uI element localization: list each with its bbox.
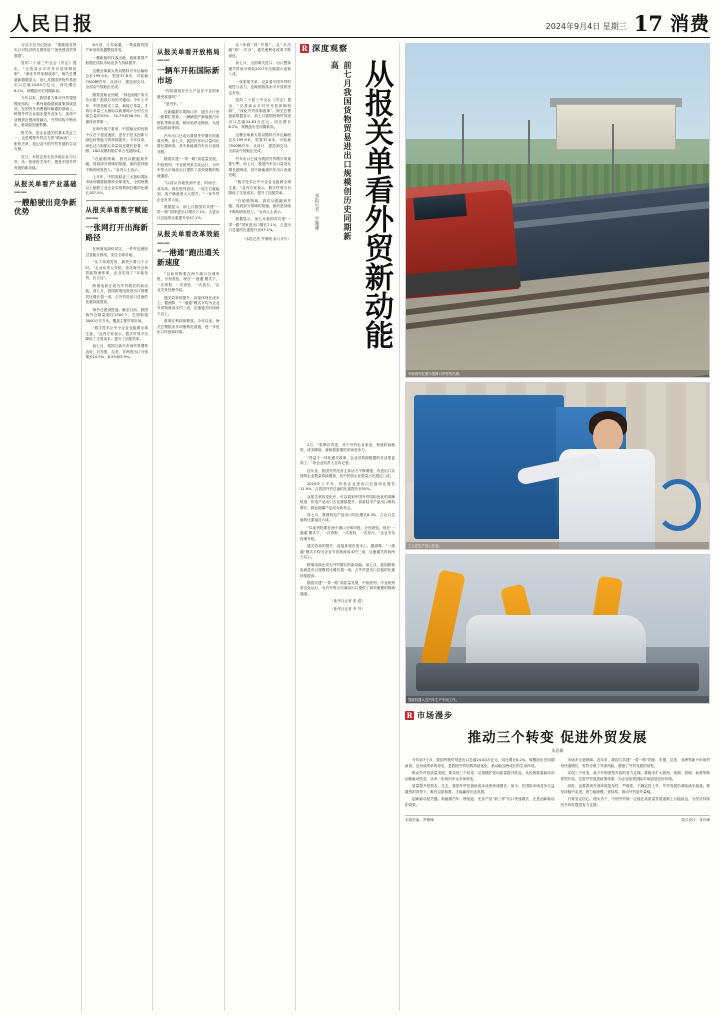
- layout-credit: 版式设计：张丹峰: [681, 817, 710, 822]
- paragraph: 近日，本报记者走访多地企业与口岸，从一张张报关单中，感受中国外贸发展的新动能。: [14, 154, 77, 170]
- headline-block: [296, 43, 400, 1011]
- photo-caption: 工人在生产线上作业。: [406, 542, 709, 549]
- paragraph: “数字技术让中小企业也能做全球生意。”业内专家表示，数字贸易平台降低了交易成本，提升了匹配效率。: [228, 180, 291, 196]
- paragraph: 汽车出口已成为我国外贸增长的重要引擎。前七月，我国汽车出口量同比增长超两成，其中新能源汽车出口表现亮眼。: [228, 156, 291, 177]
- paragraph: 党的二十届三中全会《决定》提出，“完善高水平对外开放体制机制”，“深化外贸体制改革”。海关总署最新数据显示，前七月我国货物贸易进出口总值24.83万亿元，同比增长6.2%，规模创历史同期新高。: [228, 98, 291, 130]
- page-number: 17: [633, 11, 663, 36]
- paragraph: 习近平总书记指出：“要继续发挥出口对经济的支撑作用”“加快建设贸易强国”。: [14, 43, 77, 58]
- photo-caption: 中欧班列在霍尔果斯口岸等待出境。: [406, 370, 709, 377]
- tag-label: 深度观察: [312, 43, 348, 53]
- paragraph: “以前货物要在两个港口分别申报、分别查验，现在‘一港通’模式下，一次申报、一次查验、一次放行。”企业关务经理介绍。: [300, 525, 395, 541]
- column-1: [10, 43, 82, 1011]
- paragraph: 今年以来，我国着力推动外贸提规模优结构，一系列促稳提质政策持续显效，在国内外消费循环畅通的基础上，跨国外贸企业稳步提升竞争力，加快产业链供应链深度融合，外贸结构不断优化，新动能加速集聚。: [14, 96, 77, 128]
- paragraph: 海外仓建设提速。截至目前，我国海外仓数量超过2500个，总面积超3000万平方米，覆盖主要贸易市场。: [85, 307, 148, 323]
- page-body: [10, 43, 710, 1011]
- paragraph: 2024年上半年，民营企业进出口总值同比增长11.9%，占我国外贸总值的比重提升至55%。: [300, 481, 395, 492]
- editor-credit: 本版责编：罗珊珊: [405, 817, 434, 822]
- paragraph: 随着造船业回暖，“绿色船舶”成为各大船厂抢抓订单的关键词。今年上半年，中国造船完工量、新接订单量、手持订单量三大指标以载重吨计分别占全球总量的55%、74.7%和56.9%，均保持世界第一。: [85, 92, 148, 124]
- commentary-tag-label: 市场漫步: [417, 710, 453, 720]
- train-photo: [405, 43, 710, 378]
- coiled-cable: [655, 479, 701, 531]
- conveyor-base: [416, 663, 699, 691]
- column-3: [153, 43, 225, 1011]
- worker-head: [593, 419, 623, 453]
- paragraph: 从报关单的变化中，可以看到中国外贸结构优化的清晰轨迹：机电产品出口占比继续提升，高新技术产品出口保持增长，绿色低碳产品成为新亮点。: [300, 494, 395, 510]
- paragraph: 这艘全球最大的双燃料汽车运输船总长199.9米，型宽37.6米，可装载7000辆汽车。从设计、建造到交付，全部由中国船企完成。: [85, 68, 148, 90]
- divider: [86, 200, 149, 201]
- paragraph: 前七月，我国机电产品出口同比增长8.3%，占出口总值的比重接近六成。: [300, 512, 395, 523]
- section-title-3: 一张网打开出海新路径: [85, 223, 148, 243]
- section-kicker-3: 从报关单看数字赋能——: [85, 205, 148, 223]
- photo-caption: 智能机器人在汽车生产车间工作。: [406, 696, 709, 703]
- masthead: [10, 8, 710, 38]
- r-badge-icon: R: [301, 44, 308, 53]
- paragraph: 8月初，江苏南通，一集装箱的国产家用机电器整装待发。: [85, 43, 148, 53]
- divider: [14, 174, 77, 175]
- article-credits-mid2: （新华社记者 李 穹）: [330, 606, 365, 611]
- page-footer: [405, 815, 710, 823]
- paragraph: 创新驱动是关键。新能源汽车、锂电池、光伏产品“新三样”出口快速增长，正是创新驱动的成果。: [405, 797, 555, 807]
- paragraph: “你知道现在什么产品在中亚国家最受欢迎吗？”: [157, 89, 220, 99]
- paragraph: 随着共建“一带一路”高质量发展，中欧班列、中亚班列常态化运行，为汽车等大宗商品出口提供了高效便捷的物流通道。: [157, 157, 220, 178]
- paragraph: 数据显示，前七月我国对共建“一带一路”国家进出口增长7.1%，占进出口总值的比重提升至47.1%。: [228, 217, 291, 233]
- station-building: [556, 104, 676, 150]
- r-badge-icon: R: [406, 711, 413, 720]
- paragraph: 数据显示，前七月我国对共建“一带一路”国家进出口增长7.1%，占进出口总值的比重提升至47.1%。: [157, 204, 220, 220]
- car-body: [466, 615, 646, 669]
- deep-observation-tag: [300, 43, 395, 54]
- paragraph: 推动外贸高质量发展，要实现三个转变：从规模扩张向质量提升转变，从传统要素驱动向创新驱动转变，从单一市场向多元市场转变。: [405, 771, 555, 781]
- paragraph: “在船舶领域，我们从跟跑到并跑，再到部分领域的领跑，靠的是持续不断的研发投入。”业内人士表示。: [228, 198, 291, 214]
- paragraph: 改革红利持续释放。今年以来，海关总署推出多项便利化措施，进一步优化口岸营商环境。: [157, 319, 220, 335]
- page-title: 从报关单看外贸新动能: [361, 59, 395, 349]
- paragraph: 市场多元是保障。近年来，我国与共建“一带一路”国家、东盟、拉美、非洲等新兴市场贸易快速增长，有效分散了外部风险，增强了外贸发展的韧性。: [560, 758, 710, 768]
- section-title-4: “一港通”跑出通关新速度: [157, 248, 220, 267]
- paragraph: 报关单，是企业通关的基本凭证之一，也是观察外贸活力的“晴雨表”。一张张关单，是记录中国外贸发展的生动写照。: [14, 130, 77, 152]
- paragraph: 在海外客户看来，中国船企的优势不仅在于建造速度，更在于技术创新与绿色转型能力的持续提升。今年以来，绿色动力船舶订单量同比增长显著，甲醇、LNG双燃料船订单占比超四成。: [85, 127, 148, 154]
- section-kicker-1: 从报关单看产业基础——: [14, 179, 77, 197]
- paragraph: 今年前7个月，我国货物贸易进出口总值24.83万亿元，同比增长6.2%，规模创历史同期新高。这份成绩单的背后，是我国外贸结构持续优化、新动能加快成长的生动体现。: [405, 758, 555, 768]
- paragraph: 同时，也要看到外部环境复杂性、严峻性、不确定性上升，外贸发展仍面临诸多挑战。要坚持稳中求进，着力稳规模、优结构，推动外贸质升量稳。: [560, 784, 710, 794]
- paragraph: 通关效率的提升，直接体现在成本上。据测算，“一港通”模式平均为企业节省物流成本约三成，压缩通关时间两天以上。: [300, 544, 395, 560]
- media-column: [400, 43, 710, 1011]
- paragraph: 近年来，我国外贸经营主体活力不断增强，有进出口实绩的企业数量持续增加，其中民营企业数量占比超过八成。: [300, 468, 395, 479]
- article-subhead: 前七月我国货物贸易进出口规模创历史同期新高: [330, 61, 352, 241]
- paragraph: 跨境电商正成为外贸增长的新动能。前七月，我国跨境电商进出口规模同比增长超一成，占外贸进出口总值的比重持续提高。: [300, 562, 395, 578]
- paragraph: 随着共建“一带一路”高质量发展，中欧班列、中亚班列常态化运行，为汽车等大宗商品出口提供了高效便捷的物流通道。: [300, 580, 395, 596]
- column-4: [225, 43, 297, 1011]
- section-kicker-2: 从报关单看开放格局——: [157, 48, 220, 65]
- paragraph: 在新疆霍尔果斯口岸，通关大厅里一派繁忙景象。一辆辆国产新能源汽车排队等候出境，驶向哈萨克斯坦、乌兹别克斯坦等国。: [157, 109, 220, 131]
- locomotive-window: [413, 194, 467, 220]
- paragraph: 一张张报关单，记录着中国外贸的韧性与活力，也映照着高水平开放的坚定步伐。: [228, 79, 291, 95]
- paragraph: “数字技术让中小企业也能做全球生意。”业内专家表示，数字贸易平台降低了交易成本，提升了匹配效率。: [85, 326, 148, 341]
- paragraph: 通关效率的提升，直接体现在成本上。据测算，“一港通”模式平均为企业节省物流成本约三成，压缩通关时间两天以上。: [157, 295, 220, 316]
- paragraph: “得益于一体化通关改革，企业对资源配置的灵活度更高了。”该企业负责人告诉记者。: [300, 455, 395, 466]
- paragraph: 汽车出口已成为我国外贸增长的重要引擎。前七月，我国汽车出口量同比增长超两成，其中新能源汽车出口表现亮眼。: [157, 133, 220, 154]
- commentary-title: 推动三个转变 促进外贸发展: [467, 730, 648, 746]
- section-title-2: 一辆车开拓国际新市场: [157, 65, 220, 85]
- section-name: 消费: [669, 13, 710, 35]
- commentary-columns: [405, 758, 710, 811]
- paragraph: “是汽车。”: [164, 102, 183, 107]
- paragraph: 一艘新船的代客出港，意味着国产船舶在国际市场竞争力持续提升。: [85, 55, 148, 66]
- paragraph: 实现三个转变，离不开制度型开放的有力支撑。要稳步扩大规则、规制、管理、标准等制度型开放，完善外贸促进政策体系，为企业拓展国际市场创造良好环境。: [560, 771, 710, 781]
- paragraph: 党的二十届三中全会《决定》提出，“完善高水平对外开放体制机制”，“深化外贸体制改革”。海关总署最新数据显示，前七月我国货物贸易进出口总值24.83万亿元，同比增长6.2%，规模创历史同期新高。: [14, 61, 77, 93]
- worker-photo: [405, 382, 710, 550]
- paragraph: 2万，“张辉自责述，对于外贸企业来说，物流时间缩短、成本降低，意味着更强的市场竞争力。: [300, 443, 395, 453]
- paragraph: “以前从内地发到中亚，时间长、成本高。现在班列直达，一周左右就能到，客户满意度大大提升。”一家外贸企业负责人说。: [157, 181, 220, 202]
- section-title-1: 一艘船驶出竞争新优势: [14, 197, 77, 217]
- robot-photo: [405, 554, 710, 704]
- paragraph: 这艘全球最大的双燃料汽车运输船总长199.9米，型宽37.6米，可装载7000辆汽车。从设计、建造到交付，全部由中国船企完成。: [228, 132, 291, 154]
- paragraph: “在船舶领域，我们从跟跑到并跑，再到部分领域的领跑，靠的是持续不断的研发投入。”业内人士表示。: [85, 156, 148, 172]
- paragraph: 前七月，全国海关进口、出口整体通关时间分别较2017年压缩超六成和八成。: [228, 61, 291, 77]
- commentary-column-left: [405, 758, 555, 811]
- section-kicker-4: 从报关单看改革效能——: [157, 230, 220, 247]
- article-columns: [10, 43, 296, 1011]
- paragraph: 上半年，中国造船业三大指标国际市场份额继续保持全球领先，全国规模以上船舶工业企业实现利润总额同比增长187.5%。: [85, 174, 148, 196]
- commentary-block: [405, 710, 710, 823]
- issue-date: 2024年9月4日 星期三: [545, 22, 627, 31]
- article-credits-mid: （新华社记者 张 超）: [330, 599, 365, 604]
- commentary-column-right: [561, 758, 711, 811]
- article-byline: 本报记者 罗珊珊: [314, 193, 319, 231]
- column-2: [82, 43, 154, 1011]
- article-credits-left: （本报记者 罗珊珊 参与采写）: [241, 236, 291, 241]
- masthead-right: [546, 13, 710, 34]
- commentary-author: 朱思雄: [551, 748, 564, 753]
- divider: [157, 224, 220, 225]
- paragraph: 从“串联”到“并联”，从“多次跑”到“一次办”，通关便利化改革不断深化。: [228, 43, 291, 58]
- paragraph: 在跨境电商综试区，一件件包裹经过智能分拣线，发往全球各地。: [85, 247, 148, 257]
- paragraph: 只要坚定信心、埋头苦干，中国外贸就一定能在高质量发展道路上行稳致远，为经济持续回升向好提供有力支撑。: [560, 797, 710, 807]
- paragraph: 前七月，我国与新兴市场贸易增势良好，对东盟、拉美、非洲进出口分别增长10.5%、8.5%和5.9%。: [85, 344, 148, 360]
- paragraph: 跨境电商正成为外贸增长的新动能。前七月，我国跨境电商进出口规模同比增长超一成，占外贸进出口总值的比重持续提高。: [85, 283, 148, 305]
- newspaper-logo: 人民日报: [10, 13, 95, 35]
- market-walk-tag: [405, 710, 710, 721]
- center-column-text: [300, 443, 395, 612]
- paragraph: “以前货物要在两个港口分别申报、分别查验，现在‘一港通’模式下，一次申报、一次查验、一次放行。”企业关务经理介绍。: [157, 271, 220, 293]
- paragraph: “从下单到发货，最快只要几个小时。”企业负责人介绍，依托海外仓和智能物流体系，企业实现了“本地发货、次日达”。: [85, 260, 148, 281]
- paragraph: 质量提升是根本。过去，我国外贸依靠低成本优势快速增长；如今，在国际市场竞争日益激烈的背景下，唯有以质取胜，才能赢得长远发展。: [405, 784, 555, 794]
